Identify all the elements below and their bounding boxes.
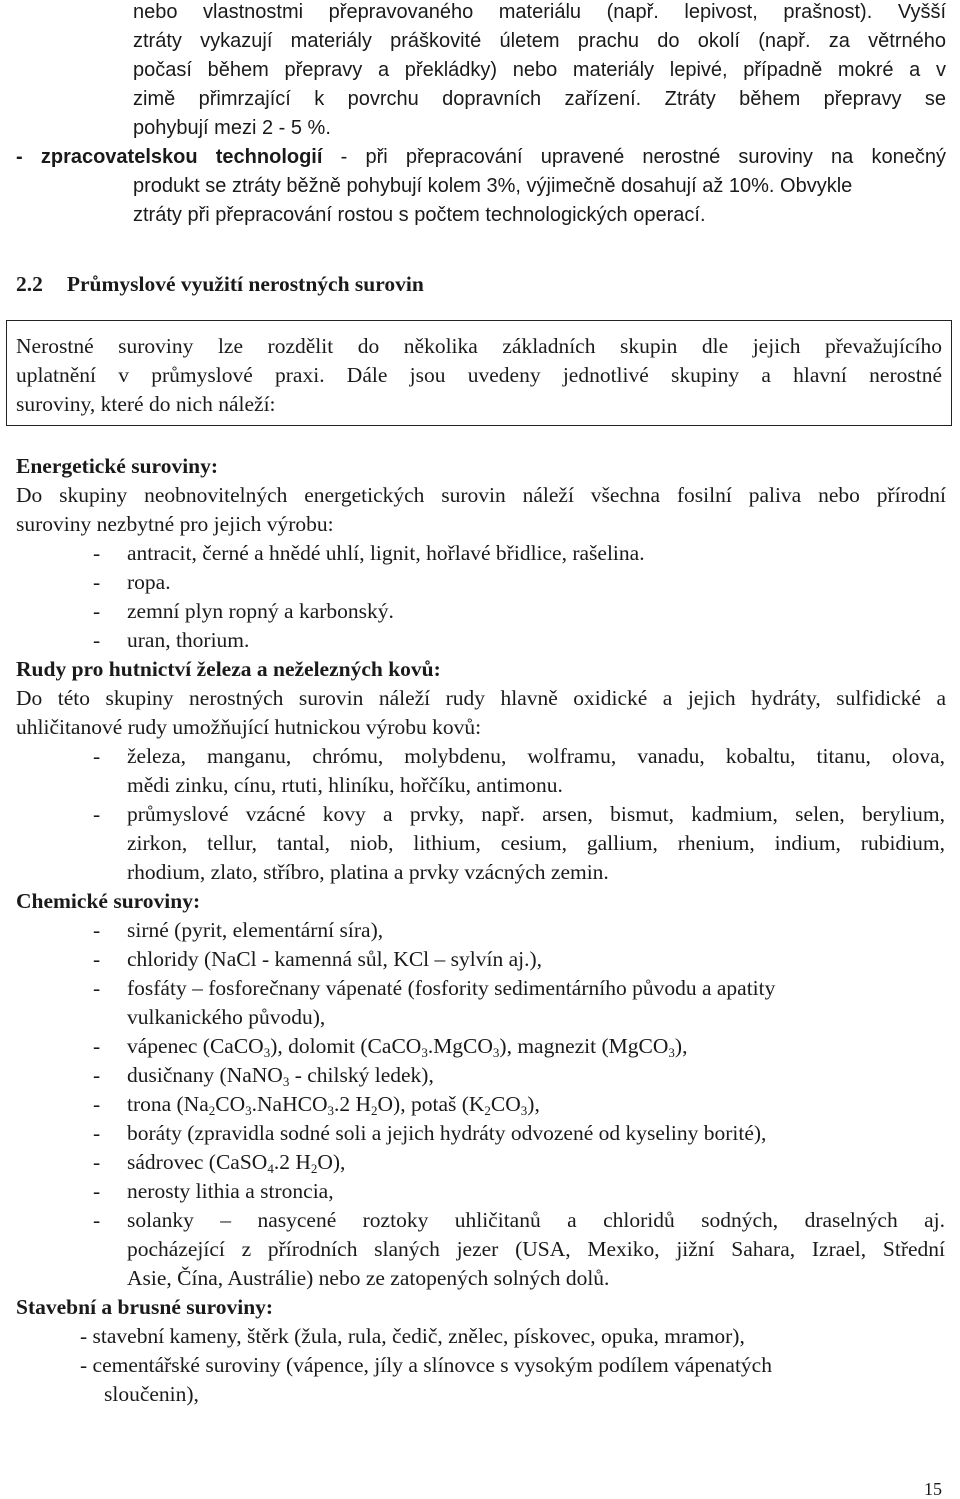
chem-item-sulfur: sirné (pyrit, elementární síra), — [127, 918, 384, 942]
ores-item-rare — [127, 800, 945, 887]
list-dash: - — [93, 570, 101, 594]
section-number: 2.2 — [16, 272, 43, 296]
section-title: Průmyslové využití nerostných surovin — [66, 272, 424, 296]
ores-item-rare-line-1: průmyslové vzácné kovy a prvky, např. arsen, bismut, kadmium, selen, berylium, — [127, 802, 945, 826]
chem-item-trona: trona ($Na_2CO_3.NaHCO_3.2$ $H_2O$), potaš $(K_2CO_3)$, — [127, 1092, 540, 1118]
chem-item-nitrates: dusičnany (NaNO$_3$ - chilský ledek), — [127, 1063, 434, 1089]
building-heading: Stavební a brusné suroviny: — [16, 1295, 274, 1319]
building-item-cement-cont: sloučenin), — [104, 1382, 199, 1406]
list-dash: - — [93, 1063, 101, 1087]
intro-paragraph — [133, 0, 946, 143]
ores-item-metals-line-2: mědi zinku, cínu, rtuti, hliníku, hořčíku, antimonu. — [127, 773, 563, 797]
box-line-2: uplatnění v průmyslové praxi. Dále jsou uvedeny jednotlivé skupiny a hlavní nerostné — [16, 363, 942, 387]
list-dash: - — [93, 1150, 101, 1174]
section-heading — [16, 270, 424, 299]
list-dash: - — [93, 918, 101, 942]
processing-line-2-text: produkt se ztráty běžně pohybují kolem 3%, výjimečně dosahují až 10%. — [133, 175, 775, 197]
list-dash: - — [93, 744, 101, 768]
intro-line-2: ztráty vykazují materiály práškovité úletem prachu do okolí (např. za větrného — [133, 30, 946, 52]
box-line-1: Nerostné suroviny lze rozdělit do několika základních skupin dle jejich převažujícího — [16, 334, 942, 358]
building-item-cement: - cementářské suroviny (vápence, jíly a slínovce s vysokým podílem vápenatých — [80, 1353, 772, 1377]
ores-item-metals — [127, 742, 945, 800]
chem-brine-line-2: pocházející z přírodních slaných jezer (USA, Mexiko, jižní Sahara, Izrael, Střední — [127, 1237, 945, 1261]
chem-brine-line-3: Asie, Čína, Austrálie) nebo ze zatopených solných dolů. — [127, 1266, 610, 1290]
energy-heading: Energetické suroviny: — [16, 454, 219, 478]
chem-phosphates-line-2: vulkanického původu), — [127, 1005, 326, 1029]
ores-item-metals-line-1: železa, manganu, chrómu, molybdenu, wolframu, vanadu, kobaltu, titanu, olova, — [127, 744, 945, 768]
ores-intro-line-2: uhličitanové rudy umožňující hutnickou výrobu kovů: — [16, 715, 482, 739]
list-dash: - — [93, 976, 101, 1000]
processing-paragraph — [16, 143, 946, 230]
list-dash: - — [93, 802, 101, 826]
list-dash: - — [93, 1092, 101, 1116]
chem-phosphates-line-1: fosfáty – fosforečnany vápenaté (fosfority sedimentárního původu a apatity — [127, 976, 776, 1000]
chem-item-phosphates — [127, 974, 945, 1032]
energy-item: antracit, černé a hnědé uhlí, lignit, hořlavé břidlice, rašelina. — [127, 541, 645, 565]
chem-item-gypsum: sádrovec (CaSO$_4$.2 $H_2O$), — [127, 1150, 346, 1176]
ores-intro-line-1: Do této skupiny nerostných surovin náleží rudy hlavně oxidické a jejich hydráty, sulfidické a — [16, 686, 946, 710]
list-dash: - — [93, 599, 101, 623]
processing-lead: - zpracovatelskou technologií — [16, 146, 323, 168]
processing-rest: - při přepracování upravené nerostné suroviny na konečný — [322, 146, 946, 168]
energy-item: zemní plyn ropný a karbonský. — [127, 599, 394, 623]
building-item-stone: - stavební kameny, štěrk (žula, rula, čedič, znělec, pískovec, opuka, mramor), — [80, 1324, 745, 1348]
box-line-3: suroviny, které do nich náleží: — [16, 392, 276, 416]
list-dash: - — [93, 1121, 101, 1145]
list-dash: - — [93, 541, 101, 565]
list-dash: - — [93, 628, 101, 652]
ores-heading: Rudy pro hutnictví železa a neželezných kovů: — [16, 657, 441, 681]
ores-item-rare-line-2: zirkon, tellur, tantal, niob, lithium, cesium, gallium, rhenium, indium, rubidium, — [127, 831, 945, 855]
chem-item-limestone: vápenec (CaCO$_3$), dolomit (CaCO$_3$.MgCO$_3$), magnezit (MgCO$_3$), — [127, 1034, 688, 1060]
energy-intro-line-2: suroviny nezbytné pro jejich výrobu: — [16, 512, 334, 536]
chem-brine-line-1: solanky – nasycené roztoky uhličitanů a chloridů sodných, draselných aj. — [127, 1208, 945, 1232]
energy-intro — [16, 481, 946, 539]
chem-item-minerals: nerosty lithia a stroncia, — [127, 1179, 334, 1203]
chem-heading: Chemické suroviny: — [16, 889, 201, 913]
processing-line-2-end: Obvykle — [774, 175, 853, 197]
list-dash: - — [93, 1179, 101, 1203]
energy-item: ropa. — [127, 570, 171, 594]
chem-item-chlorides: chloridy (NaCl - kamenná sůl, KCl – sylvín aj.), — [127, 947, 542, 971]
ores-item-rare-line-3: rhodium, zlato, stříbro, platina a prvky vzácných zemin. — [127, 860, 609, 884]
list-dash: - — [93, 1208, 101, 1232]
intro-line-4: zimě přimrzající k povrchu dopravních zařízení. Ztráty během přepravy se — [133, 88, 946, 110]
chem-item-brine — [127, 1206, 945, 1293]
ores-intro — [16, 684, 946, 742]
page-number: 15 — [924, 1479, 942, 1499]
processing-line-2 — [16, 172, 946, 201]
list-dash: - — [93, 1034, 101, 1058]
processing-line-1 — [16, 143, 946, 172]
processing-line-3: ztráty při přepracování rostou s počtem technologických operací. — [133, 204, 706, 226]
summary-box — [6, 320, 952, 426]
intro-line-3: počasí během přepravy a překládky) nebo materiály lepivé, případně mokré a v — [133, 59, 946, 81]
intro-line-5: pohybují mezi 2 - 5 %. — [133, 117, 331, 139]
intro-line-1: nebo vlastnostmi přepravovaného materiálu (např. lepivost, prašnost). Vyšší — [133, 1, 946, 23]
energy-item: uran, thorium. — [127, 628, 250, 652]
energy-intro-line-1: Do skupiny neobnovitelných energetických surovin náleží všechna fosilní paliva nebo přírodní — [16, 483, 946, 507]
chem-item-borates: boráty (zpravidla sodné soli a jejich hydráty odvozené od kyseliny borité), — [127, 1121, 767, 1145]
list-dash: - — [93, 947, 101, 971]
